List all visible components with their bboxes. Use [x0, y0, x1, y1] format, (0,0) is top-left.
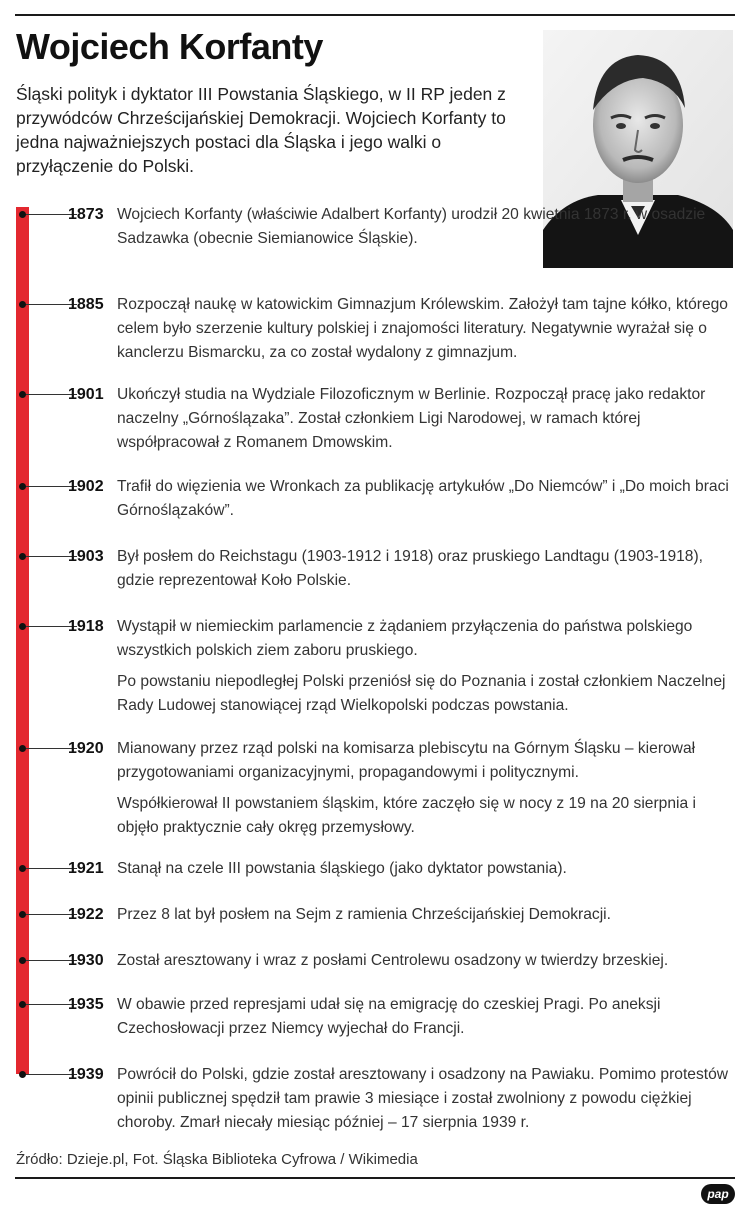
- timeline-year: 1935: [68, 996, 104, 1013]
- pap-logo: pap: [701, 1184, 735, 1204]
- timeline-dot: [19, 865, 26, 872]
- timeline-description: [117, 949, 739, 973]
- timeline-description: [117, 293, 739, 365]
- timeline-year: 1921: [68, 860, 104, 877]
- timeline-paragraph: Współkierował II powstaniem śląskim, które zaczęło się w nocy z 19 na 20 sierpnia i objęło praktycznie cały okręg przemysłowy.: [117, 795, 696, 836]
- timeline-dot: [19, 957, 26, 964]
- timeline-paragraph: Wystąpił w niemieckim parlamencie z żądaniem przyłączenia do państwa polskiego wszystkich polskich ziem zaboru pruskiego.: [117, 618, 693, 659]
- timeline-year: 1873: [68, 206, 104, 223]
- timeline-dot: [19, 745, 26, 752]
- timeline-description: [117, 993, 739, 1041]
- timeline-paragraph: Stanął na czele III powstania śląskiego (jako dyktator powstania).: [117, 860, 567, 877]
- timeline-description: [117, 903, 739, 927]
- bottom-rule: [15, 1177, 735, 1179]
- timeline-year: 1902: [68, 478, 104, 495]
- timeline-description: [117, 203, 739, 251]
- lead-paragraph: Śląski polityk i dyktator III Powstania Śląskiego, w II RP jeden z przywódców Chrześcijańskiej Demokracji. Wojciech Korfanty to jedna najważniejszych postaci dla Śląska i jego walki o przyłączenie do Polski.: [16, 84, 506, 176]
- timeline-description: [117, 1063, 739, 1135]
- timeline-dot: [19, 301, 26, 308]
- timeline-year: 1930: [68, 952, 104, 969]
- timeline-paragraph: Mianowany przez rząd polski na komisarza plebiscytu na Górnym Śląsku – kierował przygotowaniami organizacyjnymi, propagandowymi i politycznymi.: [117, 740, 696, 781]
- timeline-paragraph: Wojciech Korfanty (właściwie Adalbert Korfanty) urodził 20 kwietnia 1873 r. w osadzie Sadzawka (obecnie Siemianowice Śląskie).: [117, 206, 706, 247]
- timeline-description: [117, 615, 739, 718]
- timeline-paragraph: Był posłem do Reichstagu (1903-1912 i 1918) oraz pruskiego Landtagu (1903-1918), gdzie reprezentował Koło Polskie.: [117, 548, 704, 589]
- timeline-description: [117, 737, 739, 840]
- timeline-year: 1885: [68, 296, 104, 313]
- timeline-description: [117, 383, 739, 455]
- timeline-paragraph: Przez 8 lat był posłem na Sejm z ramienia Chrześcijańskiej Demokracji.: [117, 906, 611, 923]
- timeline-paragraph: Po powstaniu niepodległej Polski przeniósł się do Poznania i został członkiem Naczelnej Rady Ludowej stanowiącej rząd Wielkopolski podczas powstania.: [117, 673, 726, 714]
- timeline-description: [117, 857, 739, 881]
- source-credit: Źródło: Dzieje.pl, Fot. Śląska Biblioteka Cyfrowa / Wikimedia: [16, 1151, 418, 1168]
- timeline-bar: [16, 207, 29, 1074]
- timeline-description: [117, 545, 739, 593]
- timeline-paragraph: Ukończył studia na Wydziale Filozoficznym w Berlinie. Rozpoczął pracę jako redaktor naczelny „Górnoślązaka”. Został członkiem Ligi Narodowej, w ramach której współpracował z Romanem Dmowskim.: [117, 386, 706, 451]
- timeline-dot: [19, 1071, 26, 1078]
- timeline-paragraph: Został aresztowany i wraz z posłami Centrolewu osadzony w twierdzy brzeskiej.: [117, 952, 669, 969]
- timeline-year: 1939: [68, 1066, 104, 1083]
- timeline-dot: [19, 623, 26, 630]
- timeline-year: 1920: [68, 740, 104, 757]
- timeline-paragraph: Trafił do więzienia we Wronkach za publikację artykułów „Do Niemców” i „Do moich braci Górnoślązaków”.: [117, 478, 729, 519]
- timeline-year: 1922: [68, 906, 104, 923]
- timeline-description: [117, 475, 739, 523]
- timeline-dot: [19, 1001, 26, 1008]
- timeline-paragraph: W obawie przed represjami udał się na emigrację do czeskiej Pragi. Po aneksji Czechosłowacji przez Niemcy wyjechał do Francji.: [117, 996, 661, 1037]
- timeline-year: 1901: [68, 386, 104, 403]
- timeline-dot: [19, 211, 26, 218]
- top-rule: [15, 14, 735, 16]
- timeline-year: 1918: [68, 618, 104, 635]
- timeline-year: 1903: [68, 548, 104, 565]
- timeline-paragraph: Powrócił do Polski, gdzie został aresztowany i osadzony na Pawiaku. Pomimo protestów opinii publicznej spędził tam prawie 3 miesiące i został zwolniony z powodu ciężkiej choroby. Zmarł niecały miesiąc później – 17 sierpnia 1939 r.: [117, 1066, 729, 1131]
- timeline-dot: [19, 391, 26, 398]
- timeline-paragraph: Rozpoczął naukę w katowickim Gimnazjum Królewskim. Założył tam tajne kółko, którego celem było szerzenie kultury polskiej i znajomości literatury. Negatywnie wyrażał się o kanclerzu Bismarcku, za co został wydalony z gimnazjum.: [117, 296, 728, 361]
- timeline-dot: [19, 483, 26, 490]
- timeline-dot: [19, 911, 26, 918]
- timeline-dot: [19, 553, 26, 560]
- page-title: Wojciech Korfanty: [16, 26, 323, 67]
